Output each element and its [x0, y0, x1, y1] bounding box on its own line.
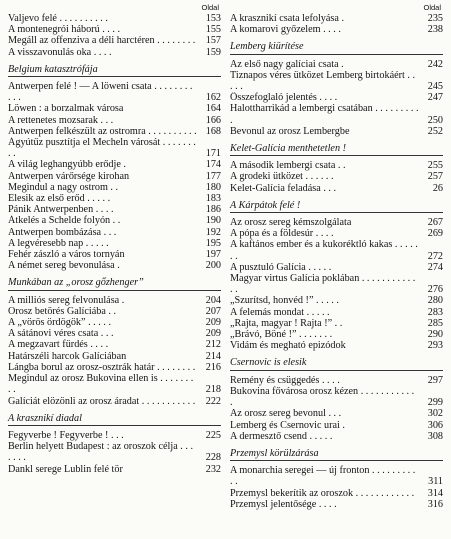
entry-title: Fegyverbe ! Fegyverbe ! . . .	[8, 429, 124, 441]
entry-page-number: 280	[427, 295, 443, 307]
entry-page-number: 207	[205, 305, 221, 317]
entry-title: Antwerpen felkészült az ostromra . . . . . . . . . .	[8, 125, 197, 137]
toc-entry	[8, 171, 221, 182]
entry-page-number: 255	[427, 160, 443, 172]
entry-title: A milliós sereg felvonulása .	[8, 294, 125, 306]
entry-title: Bevonul az orosz Lembergbe	[230, 125, 350, 137]
toc-entry	[8, 339, 221, 350]
toc-entry	[8, 317, 221, 328]
entry-title: Dankl serege Lublin felé tör	[8, 463, 123, 475]
entry-page-number: 214	[205, 350, 221, 362]
entry-page-number: 252	[427, 125, 443, 137]
entry-page-number: 245	[427, 81, 443, 93]
entry-page-number: 238	[427, 24, 443, 36]
toc-entry	[230, 126, 443, 137]
toc-entry	[230, 273, 443, 295]
toc-entry	[8, 137, 221, 159]
entry-page-number: 225	[205, 429, 221, 441]
entry-page-number: 276	[427, 284, 443, 296]
entry-page-number: 180	[205, 181, 221, 193]
toc-entry	[8, 430, 221, 441]
entry-title: Ágyútűz pusztítja el Mecheln városát . . . . . . . . .	[8, 137, 196, 160]
entry-page-number: 218	[205, 384, 221, 396]
section-heading: Lemberg kiürítése	[230, 41, 443, 54]
entry-title: Orosz betörés Galíciába . .	[8, 305, 117, 317]
entry-page-number: 222	[205, 395, 221, 407]
entry-page-number: 269	[427, 228, 443, 240]
toc-entry	[8, 373, 221, 395]
entry-title: Magyar virtus Galícia poklában . . . . . . . . . . . . .	[230, 273, 416, 296]
section-heading: A Kárpátok felé !	[230, 200, 443, 213]
toc-entry	[8, 328, 221, 339]
entry-page-number: 297	[427, 374, 443, 386]
toc-left-column	[8, 0, 221, 475]
entry-title: Az orosz sereg kémszolgálata	[230, 217, 352, 229]
toc-entry	[8, 351, 221, 362]
entry-title: Galíciát elözönli az orosz áradat . . . . . . . . . . .	[8, 395, 196, 407]
entry-page-number: 204	[205, 294, 221, 306]
toc-entry	[8, 204, 221, 215]
toc-entry	[8, 47, 221, 58]
entry-page-number: 290	[427, 329, 443, 341]
entry-title: A rettenetes mozsarak . . .	[8, 114, 114, 126]
toc-entry	[8, 295, 221, 306]
entry-page-number: 232	[205, 463, 221, 475]
entry-page-number: 26	[432, 182, 443, 194]
toc-entry	[230, 171, 443, 182]
column-header	[230, 0, 443, 13]
section-heading: Munkában az „orosz gőzhenger”	[8, 277, 221, 290]
toc-entry	[230, 465, 443, 487]
entry-title: A legvéresebb nap . . . . .	[8, 237, 109, 249]
toc-entry	[230, 318, 443, 329]
entry-page-number: 306	[427, 419, 443, 431]
toc-entry	[8, 306, 221, 317]
entry-title: Antwerpen bombázása . . .	[8, 226, 117, 238]
entry-title: Antwerpen felé ! — A löweni csata . . . . . . . . . . .	[8, 81, 193, 104]
toc-entry	[230, 92, 443, 103]
entry-title: Pánik Antwerpenben . . . .	[8, 204, 114, 216]
toc-entry	[8, 260, 221, 271]
entry-page-number: 153	[205, 13, 221, 24]
toc-entry	[230, 70, 443, 92]
entry-page-number: 186	[205, 204, 221, 216]
entry-title: A megzavart fürdés . . . .	[8, 339, 109, 351]
toc-entry	[8, 103, 221, 114]
entry-title: Kelet-Galícia feladása . . .	[230, 182, 337, 194]
entry-page-number: 168	[205, 125, 221, 137]
entry-title: Az orosz sereg bevonul . . .	[230, 408, 342, 420]
entry-title: Przemysl bekerítik az oroszok . . . . . . . . . . . .	[230, 487, 415, 499]
entry-page-number: 302	[427, 408, 443, 420]
entry-title: Az első nagy galíciai csata .	[230, 58, 344, 70]
toc-entry	[230, 329, 443, 340]
toc-entry	[8, 35, 221, 46]
entry-page-number: 174	[205, 159, 221, 171]
entry-page-number: 177	[205, 170, 221, 182]
toc-entry	[8, 362, 221, 373]
toc-entry	[230, 295, 443, 306]
entry-title: Lángba borul az orosz-osztrák határ . . . . . . . .	[8, 361, 196, 373]
entry-page-number: 308	[427, 430, 443, 442]
entry-title: A második lembergi csata . .	[230, 160, 346, 172]
toc-entry	[8, 215, 221, 226]
entry-title: A montenegrói háború . . . .	[8, 24, 121, 36]
entry-title: A „vörös ördögök” . . . . .	[8, 317, 111, 329]
column-header	[8, 0, 221, 13]
entry-page-number: 299	[427, 397, 443, 409]
toc-entry	[230, 13, 443, 24]
entry-title: „Brávó, Böné !” . . . . . . .	[230, 329, 333, 341]
toc-entry	[230, 103, 443, 125]
entry-title: „Szurítsd, honvéd !” . . . . .	[230, 295, 339, 307]
entry-page-number: 200	[205, 260, 221, 272]
entry-page-number: 212	[205, 339, 221, 351]
entry-page-number: 228	[205, 452, 221, 464]
entry-title: Przemysl jelentősége . . . .	[230, 498, 337, 510]
entry-title: A pusztuló Galícia . . . . .	[230, 261, 332, 273]
entry-title: Antwerpen várőrsége kirohan	[8, 170, 130, 182]
entry-page-number: 209	[205, 328, 221, 340]
toc-entry	[8, 81, 221, 103]
toc-entry	[230, 420, 443, 431]
toc-entry	[230, 307, 443, 318]
entry-page-number: 216	[205, 361, 221, 373]
entry-title: A kaftános ember és a kukoréktló kakas . . . . . . .	[230, 239, 418, 262]
entry-page-number: 285	[427, 317, 443, 329]
toc-entry	[230, 499, 443, 510]
toc-entry	[230, 386, 443, 408]
toc-entry	[8, 396, 221, 407]
toc-entry	[230, 59, 443, 70]
entry-page-number: 190	[205, 215, 221, 227]
entry-page-number: 242	[427, 58, 443, 70]
entry-page-number: 316	[427, 498, 443, 510]
entry-title: Löwen : a borzalmak városa	[8, 103, 124, 115]
entry-title: Tiznapos véres ütközet Lemberg birtokáért . . . . .	[230, 69, 416, 93]
section-heading: Przemysl körülzárása	[230, 448, 443, 461]
toc-entry	[230, 488, 443, 499]
toc-entry	[230, 262, 443, 273]
toc-entry	[230, 160, 443, 171]
toc-entry	[230, 24, 443, 35]
toc-entry	[230, 375, 443, 386]
entry-title: A német sereg bevonulása .	[8, 260, 120, 272]
entry-page-number: 272	[427, 250, 443, 262]
entry-page-number: 183	[205, 193, 221, 205]
entry-title: Berlin helyett Budapest : az oroszok célja . . . . . . .	[8, 441, 194, 464]
toc-entry	[230, 217, 443, 228]
entry-page-number: 274	[427, 261, 443, 273]
entry-title: Megáll az offenziva a déli harctéren . . . . . . . .	[8, 35, 196, 47]
entry-page-number: 192	[205, 226, 221, 238]
toc-entry	[230, 228, 443, 239]
entry-title: A világ leghangyúbb erődje .	[8, 159, 126, 171]
toc-entry	[230, 239, 443, 261]
section-heading: A krasznikí diadal	[8, 413, 221, 426]
entry-page-number: 166	[205, 114, 221, 126]
entry-page-number: 257	[427, 171, 443, 183]
toc-list-right	[230, 13, 443, 510]
entry-page-number: 209	[205, 317, 221, 329]
entry-title: A komarovi győzelem . . . .	[230, 24, 341, 36]
entry-title: Átkelés a Schelde folyón . .	[8, 215, 121, 227]
entry-page-number: 311	[428, 476, 443, 488]
toc-entry	[230, 408, 443, 419]
toc-entry	[8, 193, 221, 204]
toc-entry	[230, 431, 443, 442]
entry-title: Megindul a nagy ostrom . .	[8, 181, 119, 193]
toc-entry	[8, 24, 221, 35]
entry-page-number: 247	[427, 92, 443, 104]
entry-page-number: 195	[205, 237, 221, 249]
toc-entry	[8, 159, 221, 170]
entry-page-number: 267	[427, 217, 443, 229]
section-heading: Belgium katasztrófája	[8, 64, 221, 77]
toc-entry	[8, 13, 221, 24]
toc-entry	[8, 464, 221, 475]
entry-title: Halottharrikád a lembergi csatában . . . . . . . . . .	[230, 103, 419, 126]
toc-entry	[8, 249, 221, 260]
toc-entry	[8, 115, 221, 126]
toc-entry	[8, 238, 221, 249]
entry-title: Bukovina fővárosa orosz kézen . . . . . . . . . . . .	[230, 385, 415, 409]
entry-page-number: 293	[427, 340, 443, 352]
entry-page-number: 197	[205, 249, 221, 261]
page-label: Oldal	[201, 3, 219, 12]
entry-title: Határszéli harcok Galíciában	[8, 350, 127, 362]
entry-title: Összefoglaló jelentés . . . .	[230, 92, 338, 104]
entry-page-number: 235	[427, 13, 443, 24]
toc-entry	[230, 340, 443, 351]
toc-entry	[8, 126, 221, 137]
entry-title: Vidám és megható epizódok	[230, 340, 346, 352]
toc-right-column	[230, 0, 443, 510]
entry-title: A grodeki ütközet . . . . . .	[230, 171, 334, 183]
entry-page-number: 314	[427, 487, 443, 499]
entry-title: Fehér zászló a város tornyán	[8, 249, 125, 261]
toc-list-left	[8, 13, 221, 475]
entry-page-number: 159	[205, 46, 221, 58]
entry-title: A visszavonulás oka . . . .	[8, 46, 112, 58]
entry-page-number: 283	[427, 306, 443, 318]
toc-entry	[230, 183, 443, 194]
entry-title: A felemás mondat . . . . .	[230, 306, 330, 318]
entry-title: Megindul az orosz Bukovina ellen is . . . . . . . . .	[8, 373, 194, 396]
toc-entry	[8, 441, 221, 463]
entry-page-number: 171	[205, 148, 221, 160]
entry-title: A krasznikí csata lefolyása .	[230, 13, 345, 24]
entry-title: A sátánovi véres csata . . .	[8, 328, 114, 340]
entry-title: Valjevo felé . . . . . . . . . .	[8, 13, 108, 24]
section-heading: Kelet-Galícia menthetetlen !	[230, 143, 443, 156]
toc-entry	[8, 227, 221, 238]
entry-page-number: 250	[427, 114, 443, 126]
page-label: Oldal	[423, 3, 441, 12]
entry-title: A dermesztő csend . . . . .	[230, 430, 333, 442]
entry-title: A pópa és a földesúr . . . .	[230, 228, 334, 240]
entry-page-number: 157	[205, 35, 221, 47]
entry-page-number: 155	[205, 24, 221, 36]
entry-title: Remény és csüggedés . . . .	[230, 374, 340, 386]
toc-entry	[8, 182, 221, 193]
entry-title: A monarchia seregei — új fronton . . . . . . . . . . .	[230, 465, 416, 488]
entry-page-number: 164	[205, 103, 221, 115]
entry-title: Elesik az első erőd . . . . .	[8, 193, 111, 205]
entry-page-number: 162	[205, 92, 221, 104]
entry-title: „Rajta, magyar ! Rajta !” . .	[230, 317, 343, 329]
section-heading: Csernovic is elesik	[230, 357, 443, 370]
entry-title: Lemberg és Csernovic urai .	[230, 419, 345, 431]
